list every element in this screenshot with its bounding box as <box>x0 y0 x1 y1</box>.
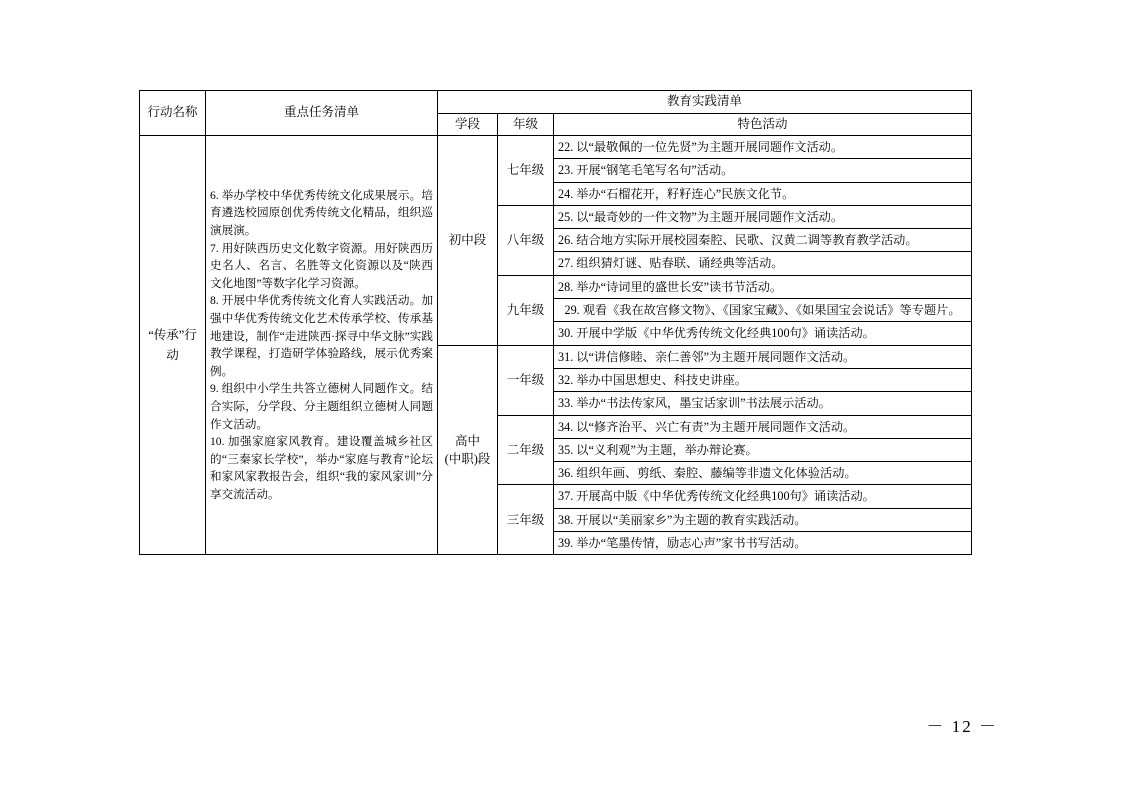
cell-task-list <box>206 136 438 555</box>
cell-action-name: “传承”行动 <box>140 136 206 555</box>
education-practice-table <box>139 90 972 555</box>
cell-activity-35: 35. 以“义利观”为主题，举办辩论赛。 <box>554 438 972 461</box>
cell-activity-37: 37. 开展高中版《中华优秀传统文化经典100句》诵读活动。 <box>554 485 972 508</box>
task-item-6: 6. 举办学校中华优秀传统文化成果展示。培育遴选校园原创优秀传统文化精品，组织巡演展演。 <box>210 188 433 237</box>
cell-stage-senior <box>438 345 498 555</box>
cell-grade-7: 七年级 <box>498 136 554 206</box>
cell-activity-34: 34. 以“修齐治平、兴亡有责”为主题开展同题作文活动。 <box>554 415 972 438</box>
cell-stage-junior: 初中段 <box>438 136 498 346</box>
cell-activity-38: 38. 开展以“美丽家乡”为主题的教育实践活动。 <box>554 508 972 531</box>
table-header-row-1 <box>140 91 972 114</box>
task-item-8: 8. 开展中华优秀传统文化育人实践活动。加强中华优秀传统文化艺术传承学校、传承基地建设，制作“走进陕西·探寻中华文脉”实践教学课程，打造研学体验路线，展示优秀案例。 <box>210 294 433 378</box>
cell-grade-2: 二年级 <box>498 415 554 485</box>
cell-activity-25: 25. 以“最奇妙的一件文物”为主题开展同题作文活动。 <box>554 205 972 228</box>
cell-activity-27: 27. 组织猜灯谜、贴春联、诵经典等活动。 <box>554 252 972 275</box>
cell-activity-31: 31. 以“讲信修睦、亲仁善邻”为主题开展同题作文活动。 <box>554 345 972 368</box>
table-row <box>140 136 972 159</box>
cell-grade-8: 八年级 <box>498 205 554 275</box>
cell-activity-32: 32. 举办中国思想史、科技史讲座。 <box>554 368 972 391</box>
cell-activity-30: 30. 开展中学版《中华优秀传统文化经典100句》诵读活动。 <box>554 322 972 345</box>
task-item-7: 7. 用好陕西历史文化数字资源。用好陕西历史名人、名言、名胜等文化资源以及“陕西文化地图”等数字化学习资源。 <box>210 241 433 290</box>
header-stage: 学段 <box>438 113 498 136</box>
cell-activity-23: 23. 开展“钢笔毛笔写名句”活动。 <box>554 159 972 182</box>
page-number: － 12 － <box>926 717 998 736</box>
cell-activity-26: 26. 结合地方实际开展校园秦腔、民歌、汉黄二调等教育教学活动。 <box>554 229 972 252</box>
header-featured-activity: 特色活动 <box>554 113 972 136</box>
header-action-name: 行动名称 <box>140 91 206 136</box>
stage-senior-line2: (中职)段 <box>444 452 491 466</box>
task-item-9: 9. 组织中小学生共答立德树人同题作文。结合实际，分学段、分主题组织立德树人同题作文活动。 <box>210 382 433 431</box>
cell-activity-24: 24. 举办“石榴花开，籽籽连心”民族文化节。 <box>554 182 972 205</box>
header-practice-list: 教育实践清单 <box>438 91 972 114</box>
cell-activity-36: 36. 组织年画、剪纸、秦腔、藤编等非遗文化体验活动。 <box>554 462 972 485</box>
header-grade: 年级 <box>498 113 554 136</box>
cell-activity-22: 22. 以“最敬佩的一位先贤”为主题开展同题作文活动。 <box>554 136 972 159</box>
header-task-list: 重点任务清单 <box>206 91 438 136</box>
cell-grade-1: 一年级 <box>498 345 554 415</box>
cell-activity-33: 33. 举办“书法传家风，墨宝话家训”书法展示活动。 <box>554 392 972 415</box>
stage-senior-line1: 高中 <box>454 433 480 448</box>
cell-grade-9: 九年级 <box>498 275 554 345</box>
cell-activity-29: 29. 观看《我在故宫修文物》、《国家宝藏》、《如果国宝会说话》等专题片。 <box>554 299 972 322</box>
cell-activity-28: 28. 举办“诗词里的盛世长安”读书节活动。 <box>554 275 972 298</box>
cell-activity-39: 39. 举办“笔墨传情，励志心声”家书书写活动。 <box>554 532 972 555</box>
cell-grade-3: 三年级 <box>498 485 554 555</box>
task-item-10: 10. 加强家庭家风教育。建设覆盖城乡社区的“三秦家长学校”，举办“家庭与教育”论坛和家风家教报告会，组织“我的家风家训”分享交流活动。 <box>210 435 433 502</box>
